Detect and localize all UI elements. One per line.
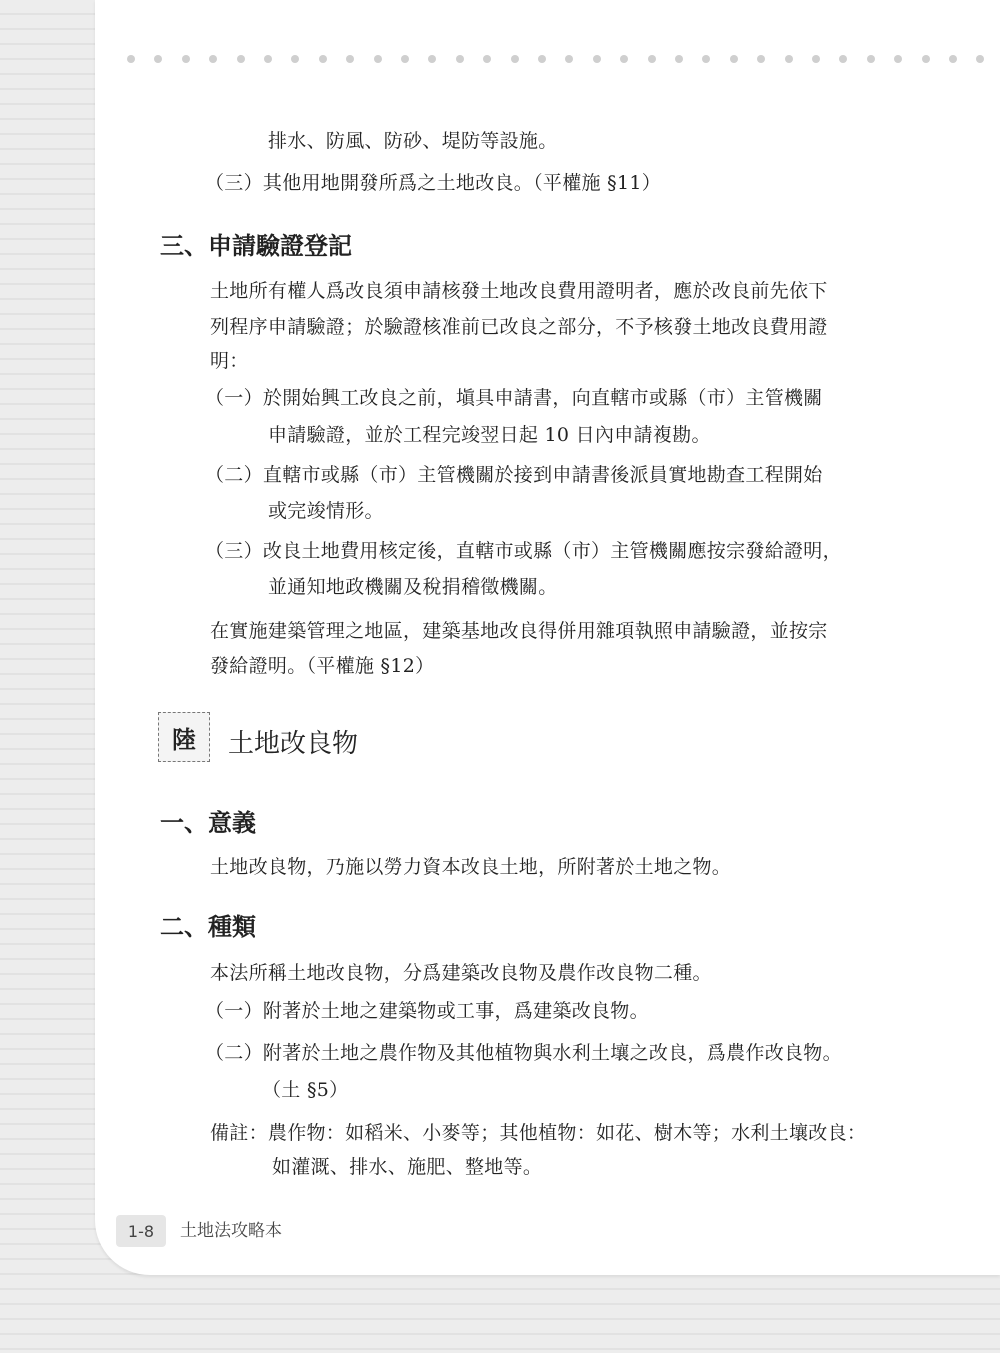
list-item: （一）於開始興工改良之前，塡具申請書，向直轄市或縣（市）主管機關 — [205, 387, 823, 409]
paragraph-line: 在實施建築管理之地區，建築基地改良得併用雜項執照申請驗證，並按宗 — [210, 620, 828, 642]
decorative-dot — [757, 55, 765, 63]
paragraph-line: 發給證明。（平權施 §12） — [210, 655, 435, 677]
decorative-dot — [648, 55, 656, 63]
decorative-dot — [922, 55, 930, 63]
heading-meaning: 一、意義 — [160, 809, 256, 837]
decorative-dot — [812, 55, 820, 63]
decorative-dot — [127, 55, 135, 63]
decorative-dot — [319, 55, 327, 63]
book-title: 土地法攻略本 — [180, 1221, 282, 1241]
note-line: 如灌溉、排水、施肥、整地等。 — [272, 1156, 543, 1178]
decorative-dot — [620, 55, 628, 63]
decorative-dot — [237, 55, 245, 63]
note-line: 備註：農作物：如稻米、小麥等；其他植物：如花、樹木等；水利土壤改良： — [210, 1122, 867, 1144]
decorative-dot — [511, 55, 519, 63]
paragraph-line: 本法所稱土地改良物，分爲建築改良物及農作改良物二種。 — [210, 962, 712, 984]
section-title: 土地改良物 — [228, 729, 359, 759]
decorative-dot — [702, 55, 710, 63]
list-item: （一）附著於土地之建築物或工事，爲建築改良物。 — [205, 1000, 649, 1022]
decorative-dot — [483, 55, 491, 63]
decorative-dot — [428, 55, 436, 63]
decorative-dot — [730, 55, 738, 63]
decorative-dot-row — [127, 55, 977, 65]
decorative-dot — [867, 55, 875, 63]
text-line: （三）其他用地開發所爲之土地改良。（平權施 §11） — [205, 172, 662, 194]
heading-types: 二、種類 — [160, 913, 256, 941]
paragraph-line: 土地改良物，乃施以勞力資本改良土地，所附著於土地之物。 — [210, 856, 732, 878]
decorative-dot — [209, 55, 217, 63]
text-line: 排水、防風、防砂、堤防等設施。 — [268, 130, 558, 152]
decorative-dot — [565, 55, 573, 63]
decorative-dot — [291, 55, 299, 63]
decorative-dot — [949, 55, 957, 63]
paragraph-line: 明： — [210, 350, 249, 372]
list-item-cont: 申請驗證，並於工程完竣翌日起 10 日內申請複勘。 — [268, 424, 711, 446]
decorative-dot — [401, 55, 409, 63]
section-marker: 陸 — [158, 712, 210, 762]
decorative-dot — [456, 55, 464, 63]
decorative-dot — [538, 55, 546, 63]
decorative-dot — [675, 55, 683, 63]
list-item-cont: 並通知地政機關及稅捐稽徵機關。 — [268, 576, 558, 598]
decorative-dot — [374, 55, 382, 63]
paragraph-line: 土地所有權人爲改良須申請核發土地改良費用證明者，應於改良前先依下 — [210, 280, 828, 302]
list-item: （三）改良土地費用核定後，直轄市或縣（市）主管機關應按宗發給證明， — [205, 540, 842, 562]
decorative-dot — [346, 55, 354, 63]
decorative-dot — [182, 55, 190, 63]
page-number: 1-8 — [116, 1215, 166, 1247]
paragraph-line: 列程序申請驗證；於驗證核准前已改良之部分，不予核發土地改良費用證 — [210, 316, 828, 338]
decorative-dot — [154, 55, 162, 63]
decorative-dot — [839, 55, 847, 63]
decorative-dot — [785, 55, 793, 63]
decorative-dot — [894, 55, 902, 63]
list-item: （二）附著於土地之農作物及其他植物與水利土壤之改良，爲農作改良物。 — [205, 1042, 842, 1064]
list-item-cont: （土 §5） — [262, 1079, 349, 1101]
decorative-dot — [264, 55, 272, 63]
list-item-cont: 或完竣情形。 — [268, 500, 384, 522]
heading-apply-verification: 三、申請驗證登記 — [160, 232, 352, 260]
decorative-dot — [593, 55, 601, 63]
list-item: （二）直轄市或縣（市）主管機關於接到申請書後派員實地勘查工程開始 — [205, 464, 823, 486]
